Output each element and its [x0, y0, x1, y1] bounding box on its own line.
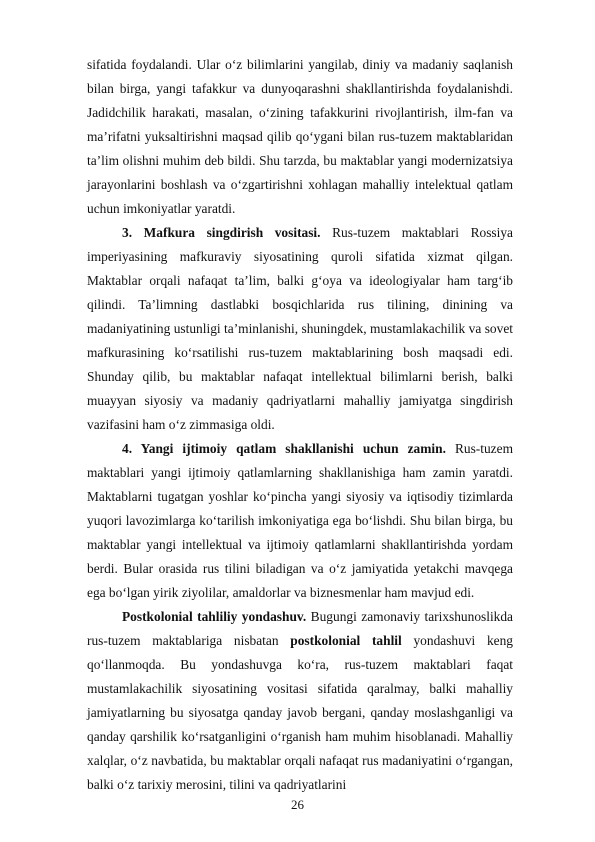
- paragraph-continuation: [87, 53, 513, 221]
- paragraph-text: sifatida foydalandi. Ular o‘z bilimlarini yangilab, diniy va madaniy saqlanish bilan birga, yangi tafakkur va dunyoqarashni shakllantirishda foydalanishdi. Jadidchilik harakati, masalan, o‘zining tafakkurini rivojlantirish, ilm-fan va ma’rifatni yuksaltirishni maqsad qilib qo‘ygani bilan rus-tuzem maktablaridan ta’lim olishni muhim deb bildi. Shu tarzda, bu maktablar yangi modernizatsiya jarayonlarini boshlash va o‘zgartirishni xohlagan mahalliy intelektual qatlam uchun imkoniyatlar yaratdi.: [87, 57, 513, 216]
- page-number: 26: [291, 797, 304, 812]
- paragraph-social-layer: [87, 437, 513, 605]
- paragraph-text: yondashuvi keng qo‘llanmoqda. Bu yondashuvga ko‘ra, rus-tuzem maktablari faqat mustamlakachilik siyosatining vositasi sifatida qaralmay, balki mahalliy jamiyatlarning bu siyosatga qanday javob bergani, qanday moslashganligi va qanday qarshilik ko‘rsatganligini o‘rganish ham muhim hisoblanadi. Mahalliy xalqlar, o‘z navbatida, bu maktablar orqali nafaqat rus madaniyatini o‘rgangan, balki o‘z tarixiy merosini, tilini va qadriyatlarini: [87, 633, 513, 792]
- paragraph-postcolonial: [87, 605, 513, 797]
- section-heading: 4. Yangi ijtimoiy qatlam shakllanishi uchun zamin.: [122, 441, 446, 456]
- paragraph-text-before: Bugungi zamonaviy tarixshunoslikda rus-tuzem maktablariga nisbatan: [87, 609, 514, 648]
- inline-bold-term: postkolonial tahlil: [290, 633, 402, 648]
- paragraph-text: Rus-tuzem maktablari Rossiya imperiyasining mafkuraviy siyosatining quroli sifatida xizmat qilgan. Maktablar orqali nafaqat ta’lim, balki g‘oya va ideologiyalar ham targ‘ib qilindi. Ta’limning dastlabki bosqichlarida rus tilining, dinining va madaniyatining ustunligi ta’minlanishi, shuningdek, mustamlakachilik va sovet mafkurasining ko‘rsatilishi rus-tuzem maktablarining bosh maqsadi edi. Shunday qilib, bu maktablar nafaqat intellektual bilimlarni berish, balki muayyan siyosiy va madaniy qadriyatlarni mahalliy jamiyatga singdirish vazifasini ham o‘z zimmasiga oldi.: [87, 225, 513, 432]
- paragraph-text: Rus-tuzem maktablari yangi ijtimoiy qatlamlarning shakllanishiga ham zamin yaratdi. Maktablarni tugatgan yoshlar ko‘pincha yangi siyosiy va iqtisodiy tizimlarda yuqori lavozimlarga ko‘tarilish imkoniyatiga ega bo‘lishdi. Shu bilan birga, bu maktablar yangi intellektual va ijtimoiy qatlamlarni shakllantirishda yordam berdi. Bular orasida rus tilini biladigan va o‘z jamiyatida yetakchi mavqega ega bo‘lgan yirik ziyolilar, amaldorlar va biznesmenlar ham mavjud edi.: [87, 441, 513, 600]
- paragraph-ideology: [87, 221, 513, 437]
- section-heading: 3. Mafkura singdirish vositasi.: [122, 225, 321, 240]
- body-text: [87, 53, 513, 797]
- section-heading: Postkolonial tahliliy yondashuv.: [122, 609, 307, 624]
